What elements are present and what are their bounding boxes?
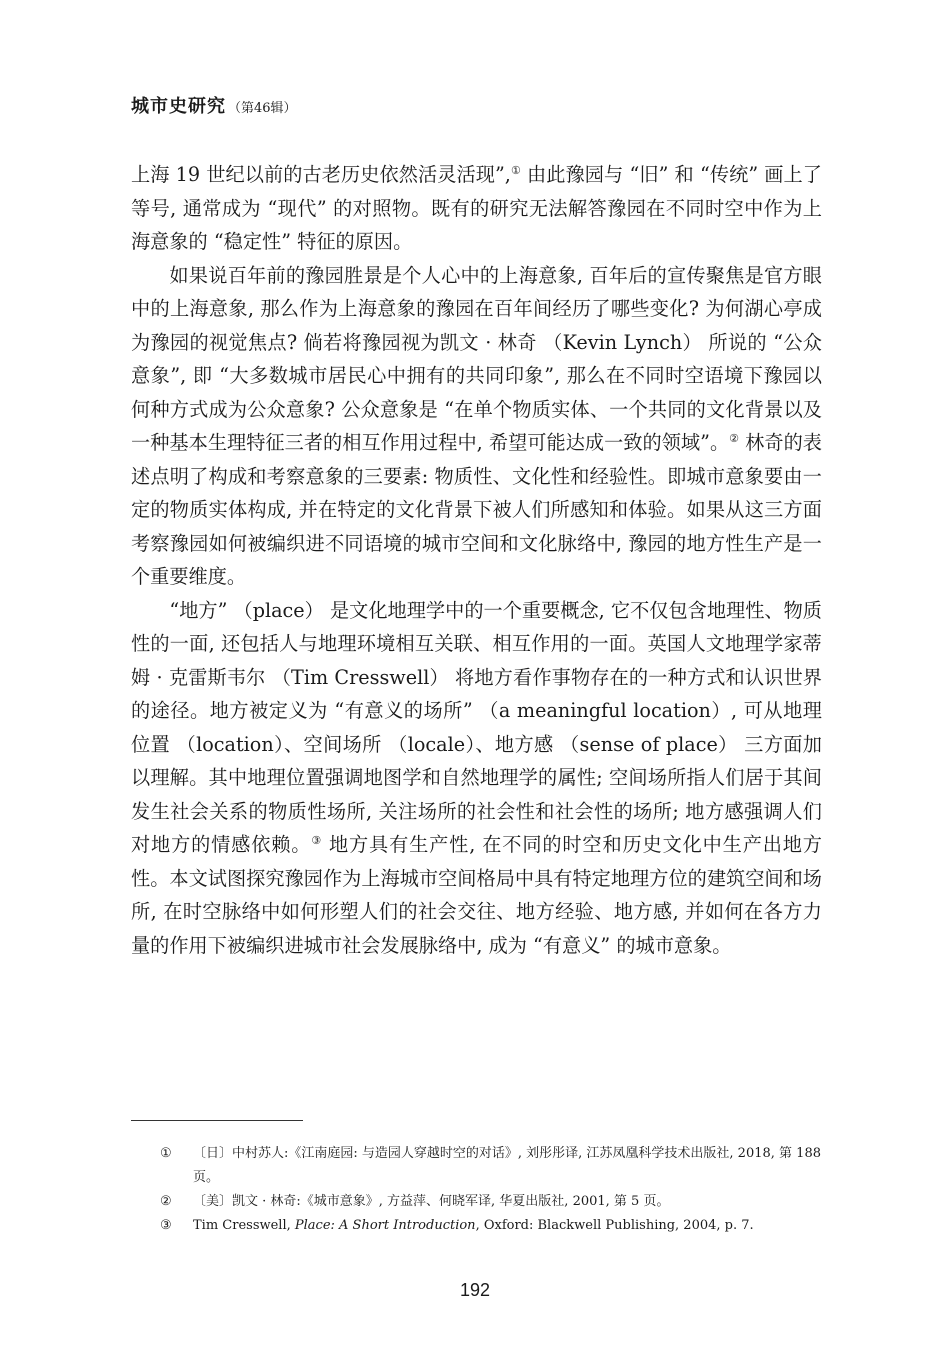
- footnote-ref-2[interactable]: ②: [729, 432, 740, 445]
- footnote-3-publication: , Oxford: Blackwell Publishing, 2004, p. 7.: [475, 1218, 754, 1233]
- issue-number: （第46辑）: [228, 101, 297, 116]
- paragraph-2-text-after: 林奇的表述点明了构成和考察意象的三要素: 物质性、文化性和经验性。即城市意象要由一定的物质实体构成, 并在特定的文化背景下被人们所感知和体验。如果从这三方面考察豫园如何被编织进不同语境的城市空间和文化脉络中, 豫园的地方性生产是一个重要维度。: [131, 431, 822, 588]
- paragraph-1-text-before: 上海 19 世纪以前的古老历史依然活灵活现”,: [131, 163, 511, 186]
- footnote-3-marker: ③: [160, 1218, 172, 1233]
- paragraph-1-text-after: 由此豫园与 “旧” 和 “传统” 画上了等号, 通常成为 “现代” 的对照物。既有的研究无法解答豫园在不同时空中作为上海意象的 “稳定性” 特征的原因。: [131, 163, 822, 253]
- body-text: [131, 158, 822, 962]
- footnote-2-text: 〔美〕凯文 · 林奇:《城市意象》, 方益萍、何晓军译, 华夏出版社, 2001, 第 5 页。: [193, 1194, 670, 1209]
- footnote-ref-3[interactable]: ③: [311, 834, 323, 847]
- running-header: [131, 92, 297, 118]
- footnote-2: [160, 1190, 822, 1214]
- footnote-3: [160, 1214, 822, 1238]
- footnote-1-text: 〔日〕中村苏人:《江南庭园: 与造园人穿越时空的对话》, 刘彤彤译, 江苏凤凰科学技术出版社, 2018, 第 188 页。: [193, 1146, 821, 1185]
- paragraph-2: [131, 259, 822, 594]
- paragraph-1: [131, 158, 822, 259]
- footnote-2-marker: ②: [160, 1194, 172, 1209]
- footnote-divider: [131, 1120, 303, 1121]
- page-number: 192: [459, 1280, 491, 1300]
- paragraph-2-text-before: 如果说百年前的豫园胜景是个人心中的上海意象, 百年后的宣传聚焦是官方眼中的上海意象, 那么作为上海意象的豫园在百年间经历了哪些变化? 为何湖心亭成为豫园的视觉焦点? 倘若将豫园视为凯文 · 林奇 （Kevin Lynch） 所说的 “公众意象”, 即 “大多数城市居民心中拥有的共同印象”, 那么在不同时空语境下豫园以何种方式成为公众意象? 公众意象是 “在单个物质实体、一个共同的文化背景以及一种基本生理特征三者的相互作用过程中, 希望可能达成一致的领域”。: [131, 263, 822, 454]
- footnote-1: [160, 1142, 822, 1190]
- footnotes: [160, 1142, 822, 1238]
- paragraph-3: [131, 594, 822, 963]
- journal-title: 城市史研究: [131, 96, 226, 117]
- footnote-3-author: Tim Cresswell,: [193, 1218, 295, 1233]
- footnote-1-marker: ①: [160, 1146, 172, 1161]
- paragraph-3-text-before: “地方” （place） 是文化地理学中的一个重要概念, 它不仅包含地理性、物质性的一面, 还包括人与地理环境相互关联、相互作用的一面。英国人文地理学家蒂姆 · 克雷斯韦尔 （Tim Cresswell） 将地方看作事物存在的一种方式和认识世界的途径。地方被定义为 “有意义的场所” （a meaningful location）, 可从地理位置 （location）、空间场所 （locale）、地方感 （sense of place） 三方面加以理解。其中地理位置强调地图学和自然地理学的属性; 空间场所指人们居于其间发生社会关系的物质性场所, 关注场所的社会性和社会性的场所; 地方感强调人们对地方的情感依赖。: [131, 598, 822, 856]
- footnote-ref-1[interactable]: ①: [510, 164, 521, 177]
- paragraph-3-text-after: 地方具有生产性, 在不同的时空和历史文化中生产出地方性。本文试图探究豫园作为上海城市空间格局中具有特定地理方位的建筑空间和场所, 在时空脉络中如何形塑人们的社会交往、地方经验、地方感, 并如何在各方力量的作用下被编织进城市社会发展脉络中, 成为 “有意义” 的城市意象。: [131, 833, 822, 957]
- footnote-3-book-title: Place: A Short Introduction: [294, 1218, 476, 1233]
